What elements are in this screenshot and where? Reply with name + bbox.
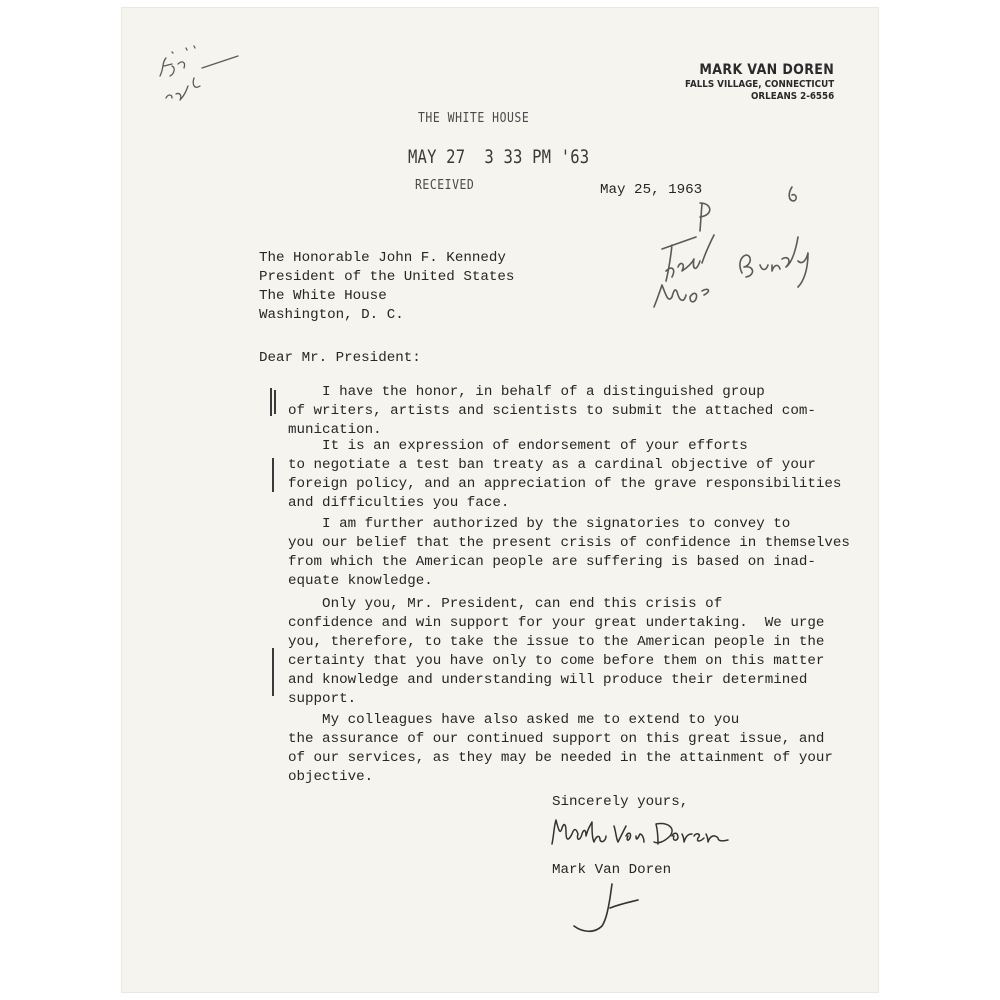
paragraph-line: I have the honor, in behalf of a distinguished group [288,384,765,400]
letterhead-phone: ORLEANS 2-6556 [750,91,834,102]
letterhead-name: MARK VAN DOREN [699,62,834,78]
recipient-line: The White House [259,288,387,304]
recipient-line: Washington, D. C. [259,307,404,323]
paragraph-line: and difficulties you face. [288,495,510,511]
paragraph-line: from which the American people are suffering is based on inad- [288,554,816,570]
paragraph-line: and knowledge and understanding will produce their determined [288,672,808,688]
paragraph-line: It is an expression of endorsement of your efforts [288,438,748,454]
paragraph-line: of our services, as they may be needed in the attainment of your [288,750,833,766]
margin-mark [272,458,274,492]
paragraph-line: to negotiate a test ban treaty as a cardinal objective of your [288,457,816,473]
paragraph-line: confidence and win support for your great undertaking. We urge [288,615,825,631]
margin-mark [274,390,276,414]
paragraph-line: objective. [288,769,374,785]
margin-mark [272,648,274,696]
handwritten-initials-topleft [142,38,242,128]
paragraph-line: munication. [288,422,382,438]
handwritten-mark-bottom [554,880,654,940]
closing: Sincerely yours, [552,794,689,810]
letterhead-city: FALLS VILLAGE, CONNECTICUT [684,79,834,90]
paragraph-line: I am further authorized by the signatories to convey to [288,516,791,532]
paragraph-line: support. [288,691,357,707]
signature-name: Mark Van Doren [552,862,672,878]
handwritten-signature [546,814,736,854]
recipient-line: President of the United States [259,269,515,285]
margin-mark [270,388,272,416]
paragraph-line: Only you, Mr. President, can end this crisis of [288,596,723,612]
paragraph-line: equate knowledge. [288,573,433,589]
letter-page [122,8,878,992]
paragraph-line: you, therefore, to take the issue to the American people in the [288,634,825,650]
paragraph-line: the assurance of our continued support on this great issue, and [288,731,825,747]
stamp-status: RECEIVED [415,178,475,193]
paragraph-line: My colleagues have also asked me to extend to you [288,712,740,728]
paragraph-line: certainty that you have only to come before them on this matter [288,653,825,669]
stamp-datetime: MAY 27 3 33 PM '63 [408,146,590,168]
stamp-header: THE WHITE HOUSE [418,111,530,126]
paragraph-line: foreign policy, and an appreciation of the grave responsibilities [288,476,842,492]
paragraph-line: of writers, artists and scientists to submit the attached com- [288,403,816,419]
letterhead [672,62,834,102]
salutation: Dear Mr. President: [259,350,421,366]
recipient-line: The Honorable John F. Kennedy [259,250,506,266]
handwritten-routing-note [632,173,832,333]
letter-date: May 25, 1963 [600,182,703,198]
paragraph-line: you our belief that the present crisis of confidence in themselves [288,535,850,551]
